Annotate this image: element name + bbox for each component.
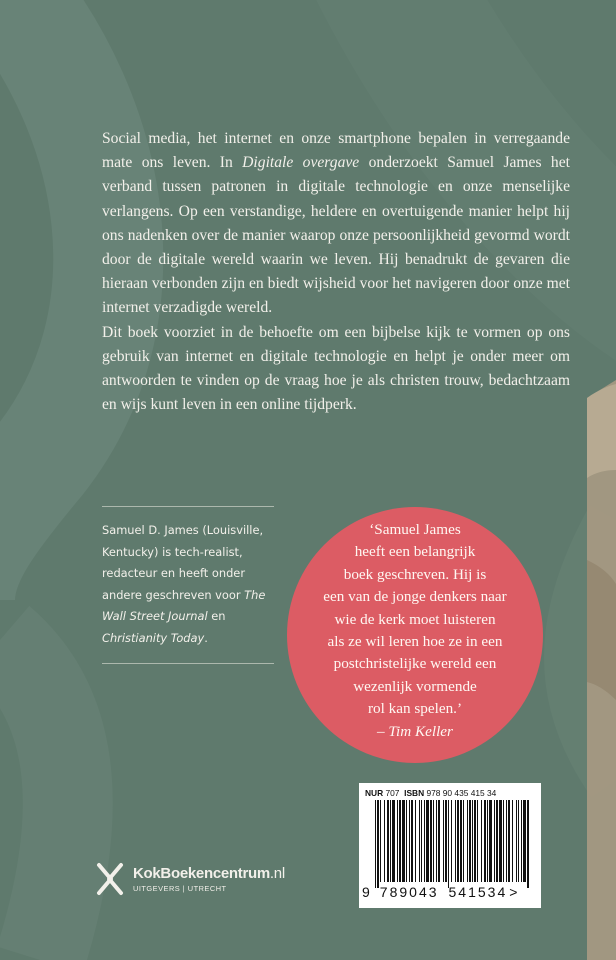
quote-line: wie de kerk moet luisteren bbox=[334, 610, 496, 628]
quote-line: wezenlijk vormende bbox=[353, 677, 477, 695]
publisher-mark-icon bbox=[95, 862, 125, 896]
barcode-digits: 9 789043 541534 > bbox=[362, 884, 518, 900]
quote-line: rol kan spelen.’ bbox=[367, 700, 463, 718]
quote-attribution: – Tim Keller bbox=[377, 722, 453, 740]
quote-line: een van de jonge denkers naar bbox=[323, 588, 507, 606]
author-bio: Samuel D. James (Louisville, Kentucky) is tech-realist, redacteur en heeft onder andere geschreven voor The Wall Street Journal en Christianity Today. bbox=[102, 523, 266, 645]
blurb-paragraph-1: Social media, het internet en onze smartphone bepalen in verregaande mate ons leven. In Digitale overgave onderzoekt Samuel James het verband tussen patronen in digitale technologie en onze menselijke verlangens. Op een verstandige, heldere en overtuigende manier helpt hij ons nadenken over de manier waarop onze persoonlijkheid gevormd wordt door de digitale wereld waarin we leven. Hij benadrukt de gevaren die hieraan verbonden zijn en biedt wijsheid voor het navigeren door onze met internet verzadigde wereld. bbox=[102, 130, 570, 317]
endorsement-quote bbox=[287, 519, 543, 743]
bio-top-divider bbox=[102, 506, 274, 507]
isbn-barcode bbox=[359, 783, 541, 908]
bio-bottom-divider bbox=[102, 663, 274, 664]
publisher-subtitle: UITGEVERS | UTRECHT bbox=[133, 883, 227, 893]
quote-line: postchristelijke wereld een bbox=[333, 655, 497, 673]
publication-2: Christianity Today bbox=[102, 630, 205, 645]
quote-line: heeft een belangrijk bbox=[354, 543, 476, 561]
publisher-name: KokBoekencentrum.nl bbox=[133, 864, 285, 882]
book-title: Digitale overgave bbox=[242, 154, 360, 172]
book-blurb bbox=[102, 127, 570, 417]
publisher-logo bbox=[95, 862, 285, 896]
quote-line: ‘Samuel James bbox=[369, 521, 461, 538]
blurb-paragraph-2: Dit boek voorziet in de behoefte om een bijbelse kijk te vormen op ons gebruik van internet en digitale technologie en helpt je onder meer om antwoorden te vinden op de vraag hoe je als christen trouw, bedachtzaam en wijs kunt leven in een online tijdperk. bbox=[102, 323, 570, 414]
barcode-header: NUR 707 ISBN 978 90 435 415 34 bbox=[365, 788, 497, 798]
quote-line: boek geschreven. Hij is bbox=[343, 565, 487, 583]
quote-line: als ze wil leren hoe ze in een bbox=[327, 633, 503, 651]
publication-1: The Wall Street Journal bbox=[102, 587, 266, 624]
